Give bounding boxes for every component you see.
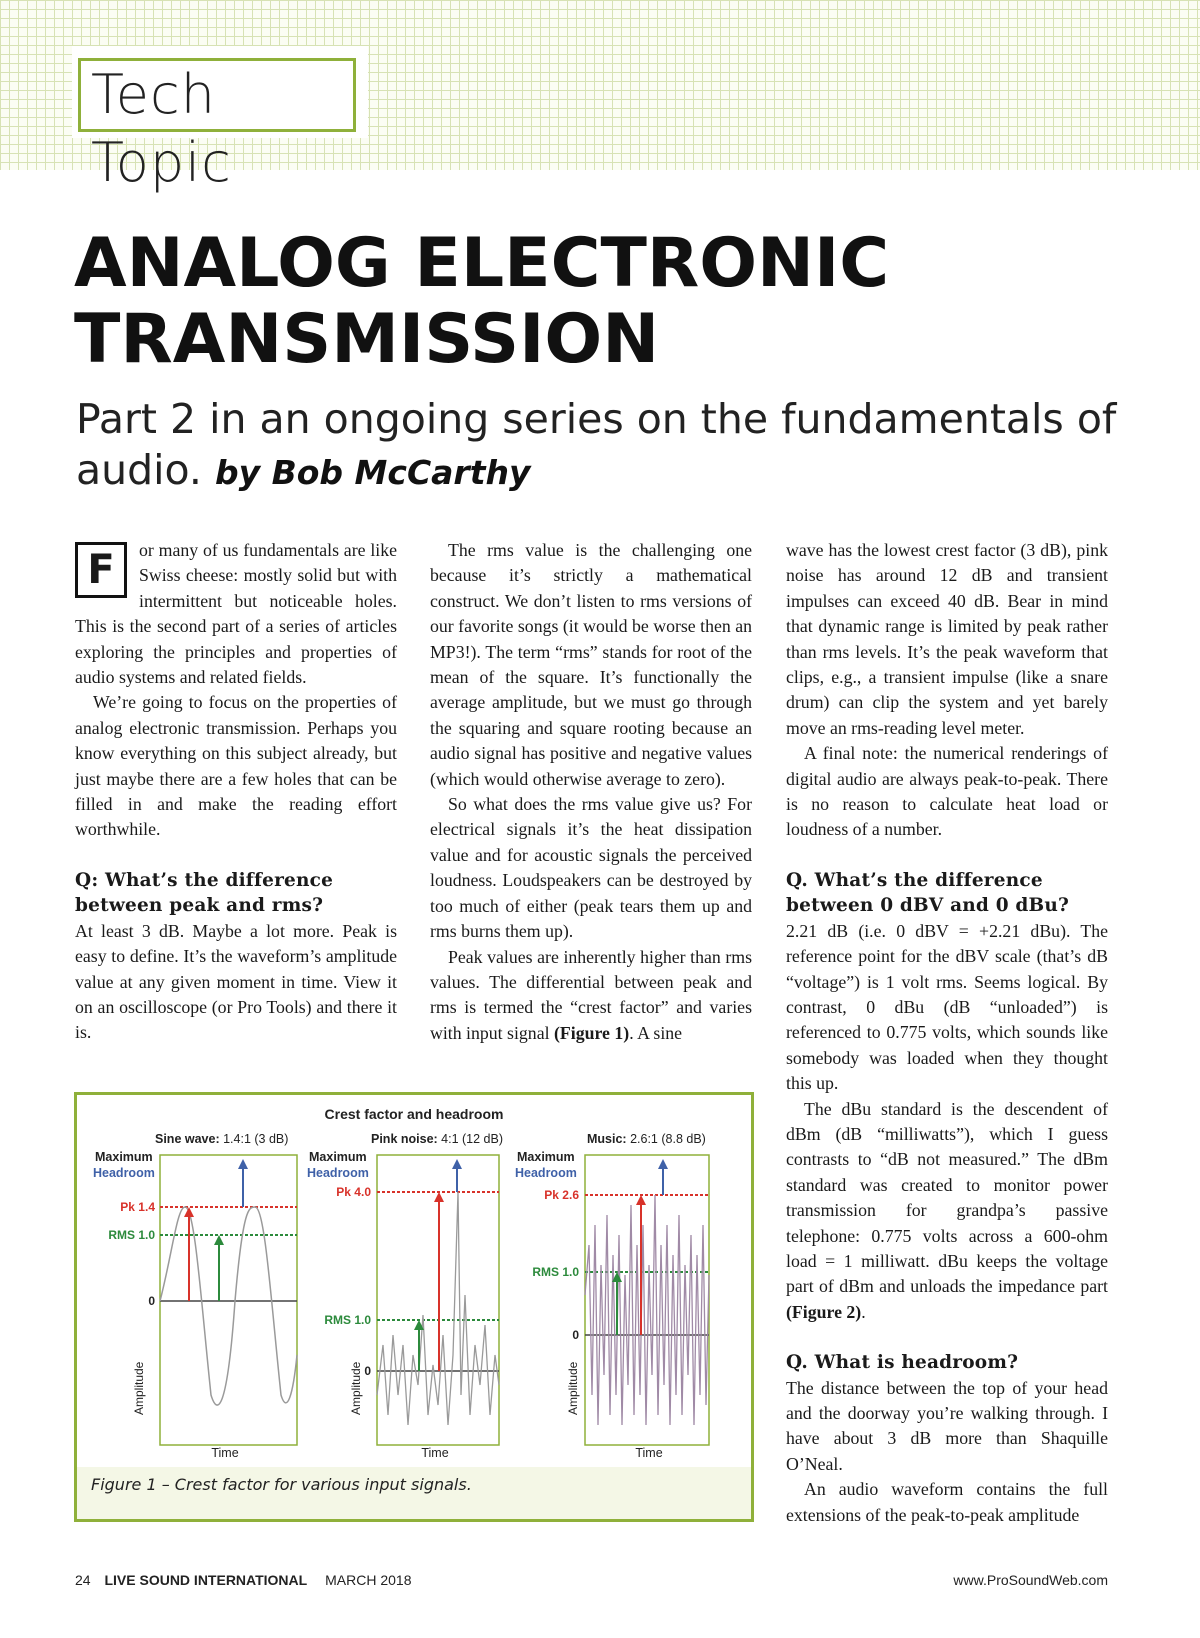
svg-text:Music: 2.6:1 (8.8 dB) [587, 1132, 706, 1146]
dek-text: Part 2 in an ongoing series on the fundamentals of audio. [76, 395, 1117, 494]
paragraph: We’re going to focus on the properties of analog electronic transmission. Perhaps you know everything on this subject already, but just maybe there are a few holes that can be filled in and make the reading effort worthwhile. [75, 692, 397, 840]
figure-1 [74, 1092, 754, 1522]
paragraph-text: . [861, 1301, 866, 1322]
maximum-label: Maximum [517, 1150, 575, 1164]
paragraph-text: or many of us fundamentals are like Swiss cheese: mostly solid but with intermittent but noticeable holes. This is the second part of a series of articles exploring the principles and properties of audio systems and related fields. [75, 540, 397, 688]
crest-factor-diagram [77, 1095, 751, 1519]
headroom-label: Headroom [93, 1166, 155, 1180]
column-2 [430, 538, 752, 1046]
figure-reference: (Figure 1) [553, 1022, 630, 1043]
panel-ratio: 2.6:1 (8.8 dB) [630, 1132, 706, 1146]
paragraph: The rms value is the challenging one because it’s strictly a mathematical construct. We don’t listen to rms versions of our favorite songs (it would be worse then an MP3!). The term “rms” stands for root of the mean of the square. It’s functionally the average amplitude, but we must go through the squaring and square rooting because an audio signal has positive and negative values (which would otherwise average to zero). [430, 540, 752, 789]
paragraph-text: Peak values are inherently higher than rms values. The differential between peak and rms is termed the “crest factor” and varies with input signal [430, 946, 752, 1043]
question-heading: Q: What’s the difference between peak and rms? [75, 869, 334, 917]
column-1 [75, 538, 397, 1046]
panel-name: Music: [587, 1132, 627, 1146]
paragraph: So what does the rms value give us? For electrical signals it’s the heat dissipation value and for acoustic signals the perceived loudness. Loudspeakers can be destroyed by too much of either (peak tears them up and rms burns them up). [430, 794, 752, 942]
paragraph-text: . A sine [629, 1022, 683, 1043]
headline-line-1: ANALOG ELECTRONIC [74, 224, 890, 303]
peak-label: Pk 1.4 [120, 1200, 155, 1214]
x-axis-label: Time [421, 1446, 449, 1460]
headline-line-2: TRANSMISSION [74, 300, 660, 379]
rms-label: RMS 1.0 [324, 1313, 371, 1327]
paragraph [430, 945, 752, 1047]
panel-ratio: 1.4:1 (3 dB) [223, 1132, 289, 1146]
paragraph-text: The dBu standard is the descendent of dBm (dB “milliwatts”), which I guess contrasts to “dB not measured.” The dBm standard was created to monitor power transmission for grandpa’s passive telephone: 0.775 volts across a 600-ohm load = 1 milliwatt. dBu keeps the voltage part of dBm and unloads the impedance part [786, 1098, 1108, 1297]
zero-label: 0 [572, 1328, 579, 1342]
paragraph: An audio waveform contains the full extensions of the peak-to-peak amplitude [786, 1479, 1108, 1525]
peak-label: Pk 2.6 [544, 1188, 579, 1202]
rms-label: RMS 1.0 [532, 1265, 579, 1279]
paragraph: wave has the lowest crest factor (3 dB), pink noise has around 12 dB and transient impulses can exceed 40 dB. Bear in mind that dynamic range is limited by peak rather than rms levels. It’s the peak waveform that clips, e.g., a transient impulse (like a snare drum) can clip the system and yet barely move an rms-reading level meter. [786, 540, 1108, 738]
y-axis-label: Amplitude [132, 1361, 146, 1415]
article-headline [74, 226, 1134, 378]
zero-label: 0 [364, 1364, 371, 1378]
maximum-label: Maximum [95, 1150, 153, 1164]
x-axis-label: Time [635, 1446, 663, 1460]
svg-text:Pink noise: 4:1 (12 dB) [371, 1132, 503, 1146]
maximum-label: Maximum [309, 1150, 367, 1164]
drop-cap: F [75, 542, 127, 598]
panel-ratio: 4:1 (12 dB) [441, 1132, 504, 1146]
figure-title: Crest factor and headroom [324, 1106, 504, 1122]
headroom-label: Headroom [307, 1166, 369, 1180]
paragraph: The distance between the top of your head and the doorway you’re walking through. I have about 3 dB more than Shaquille O’Neal. [786, 1377, 1108, 1474]
zero-label: 0 [148, 1294, 155, 1308]
paragraph [786, 1097, 1108, 1326]
issue-date: MARCH 2018 [325, 1572, 412, 1588]
paragraph: A final note: the numerical renderings of digital audio are always peak-to-peak. There is no reason to calculate heat load or loudness of a number. [786, 743, 1108, 840]
peak-label: Pk 4.0 [336, 1185, 371, 1199]
x-axis-label: Time [211, 1446, 239, 1460]
section-label: Tech Topic [78, 58, 356, 132]
y-axis-label: Amplitude [349, 1361, 363, 1415]
footer-website: www.ProSoundWeb.com [953, 1572, 1108, 1588]
column-3 [786, 538, 1108, 1528]
publication-name: LIVE SOUND INTERNATIONAL [104, 1572, 308, 1588]
figure-reference: (Figure 2) [786, 1301, 862, 1322]
page-number: 24 [75, 1572, 91, 1588]
y-axis-label: Amplitude [566, 1361, 580, 1415]
footer-left [75, 1572, 411, 1588]
question-heading: Q. What’s the difference between 0 dBV and 0 dBu? [786, 869, 1070, 917]
paragraph [75, 538, 397, 690]
figure-caption: Figure 1 – Crest factor for various input signals. [91, 1475, 472, 1494]
rms-label: RMS 1.0 [108, 1228, 155, 1242]
svg-text:Sine wave: 1.4:1 (3 dB) [155, 1132, 288, 1146]
headroom-label: Headroom [515, 1166, 577, 1180]
paragraph: 2.21 dB (i.e. 0 dBV = +2.21 dBu). The reference point for the dBV scale (that’s dB “voltage”) is 1 volt rms. Seems logical. By contrast, 0 dBu (dB “unloaded”) is referenced to 0.775 volts, which sounds like somebody was loaded when they thought this up. [786, 920, 1108, 1094]
paragraph: At least 3 dB. Maybe a lot more. Peak is easy to define. It’s the waveform’s amplitude value at any given moment in time. View it on an oscilloscope (or Pro Tools) and there it is. [75, 920, 397, 1043]
article-dek [76, 394, 1136, 498]
panel-name: Sine wave: [155, 1132, 220, 1146]
panel-frame [160, 1155, 297, 1445]
question-heading: Q. What is headroom? [786, 1352, 1019, 1374]
byline: by Bob McCarthy [214, 453, 531, 492]
panel-name: Pink noise: [371, 1132, 438, 1146]
